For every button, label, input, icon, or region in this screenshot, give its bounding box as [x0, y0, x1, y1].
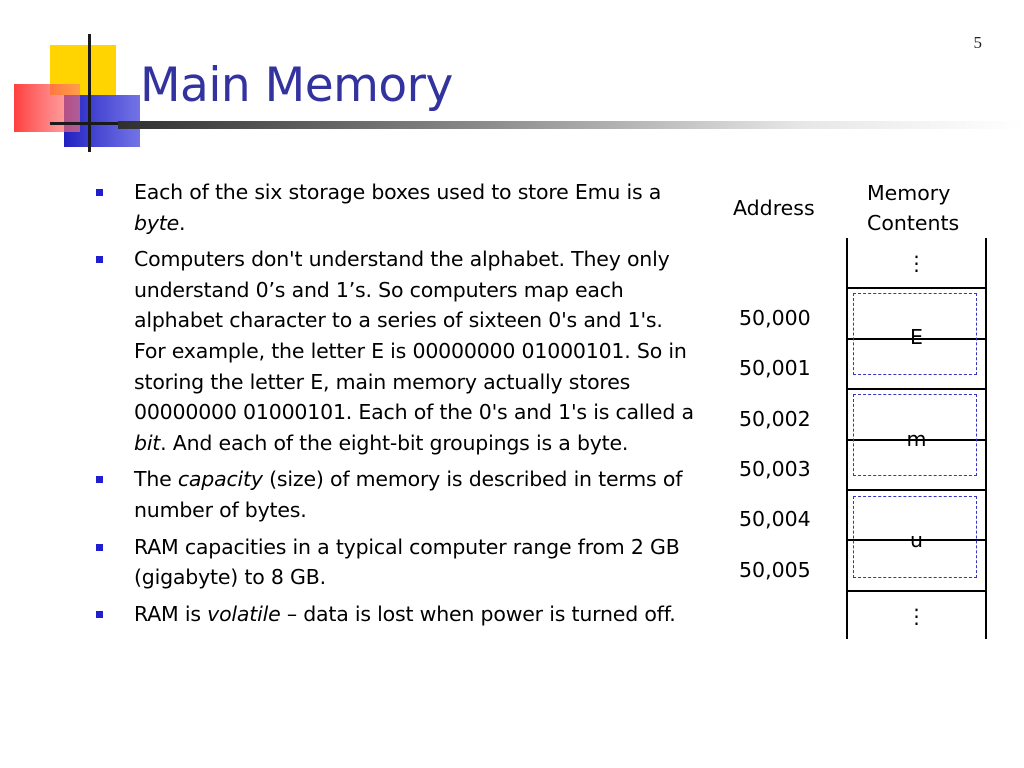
- memory-header-line-1: Memory: [867, 181, 951, 205]
- emphasized-term: volatile: [207, 601, 281, 626]
- cell-divider: [846, 388, 987, 390]
- bullet-list: [96, 177, 696, 635]
- slide-number: 5: [973, 33, 982, 52]
- bullet-item: [96, 177, 696, 238]
- bullet-text: The: [134, 467, 178, 492]
- address-label: 50,001: [739, 356, 811, 380]
- address-label: 50,003: [739, 457, 811, 481]
- emphasized-term: capacity: [177, 467, 263, 492]
- cell-divider: [846, 590, 987, 592]
- bullet-text: RAM is: [134, 601, 208, 626]
- cell-divider: [846, 489, 987, 491]
- bullet-item: [96, 464, 696, 525]
- bullet-marker: [96, 256, 103, 263]
- address-label: 50,002: [739, 407, 811, 431]
- cell-divider: [846, 287, 987, 289]
- bullet-text: Each of the six storage boxes used to store Emu is a: [134, 180, 662, 204]
- bullet-marker: [96, 544, 103, 551]
- address-label: 50,000: [739, 306, 811, 330]
- emphasized-term: bit: [134, 430, 161, 455]
- bullet-text: . And each of the eight-bit groupings is a byte.: [160, 430, 629, 455]
- bullet-text: – data is lost when power is turned off.: [280, 601, 676, 626]
- bullet-text: (size) of memory is described in terms of number of bytes.: [134, 467, 683, 522]
- memory-header-line-2: Contents: [867, 211, 960, 235]
- memory-contents-header: [867, 178, 987, 238]
- bullet-item: [96, 532, 696, 593]
- bullet-item: [96, 244, 696, 458]
- bullet-text: Computers don't understand the alphabet. They only understand 0’s and 1’s. So computers map each alphabet character to a series of sixteen 0's and 1's. For example, the letter E is 00000000 01000101. So in storing the letter E, main memory actually stores 00000000 01000101. Each of the 0's and 1's is called a: [134, 247, 694, 425]
- address-label: 50,004: [739, 507, 811, 531]
- slide-title: Main Memory: [140, 58, 453, 113]
- slide-logo: [0, 0, 150, 160]
- title-underline: [118, 121, 1024, 129]
- memory-character: m: [906, 427, 927, 451]
- address-label: 50,005: [739, 558, 811, 582]
- memory-character: u: [910, 528, 923, 552]
- memory-table: [846, 238, 987, 639]
- ellipsis-bottom: ⋮: [906, 604, 927, 628]
- emphasized-term: byte: [134, 210, 179, 235]
- bullet-marker: [96, 189, 103, 196]
- bullet-text: RAM capacities in a typical computer range from 2 GB (gigabyte) to 8 GB.: [134, 534, 680, 590]
- bullet-text: .: [179, 210, 186, 235]
- bullet-marker: [96, 476, 103, 483]
- bullet-item: [96, 599, 696, 630]
- address-header: Address: [733, 196, 815, 220]
- memory-character: E: [910, 325, 923, 349]
- bullet-marker: [96, 611, 103, 618]
- ellipsis-top: ⋮: [906, 251, 927, 275]
